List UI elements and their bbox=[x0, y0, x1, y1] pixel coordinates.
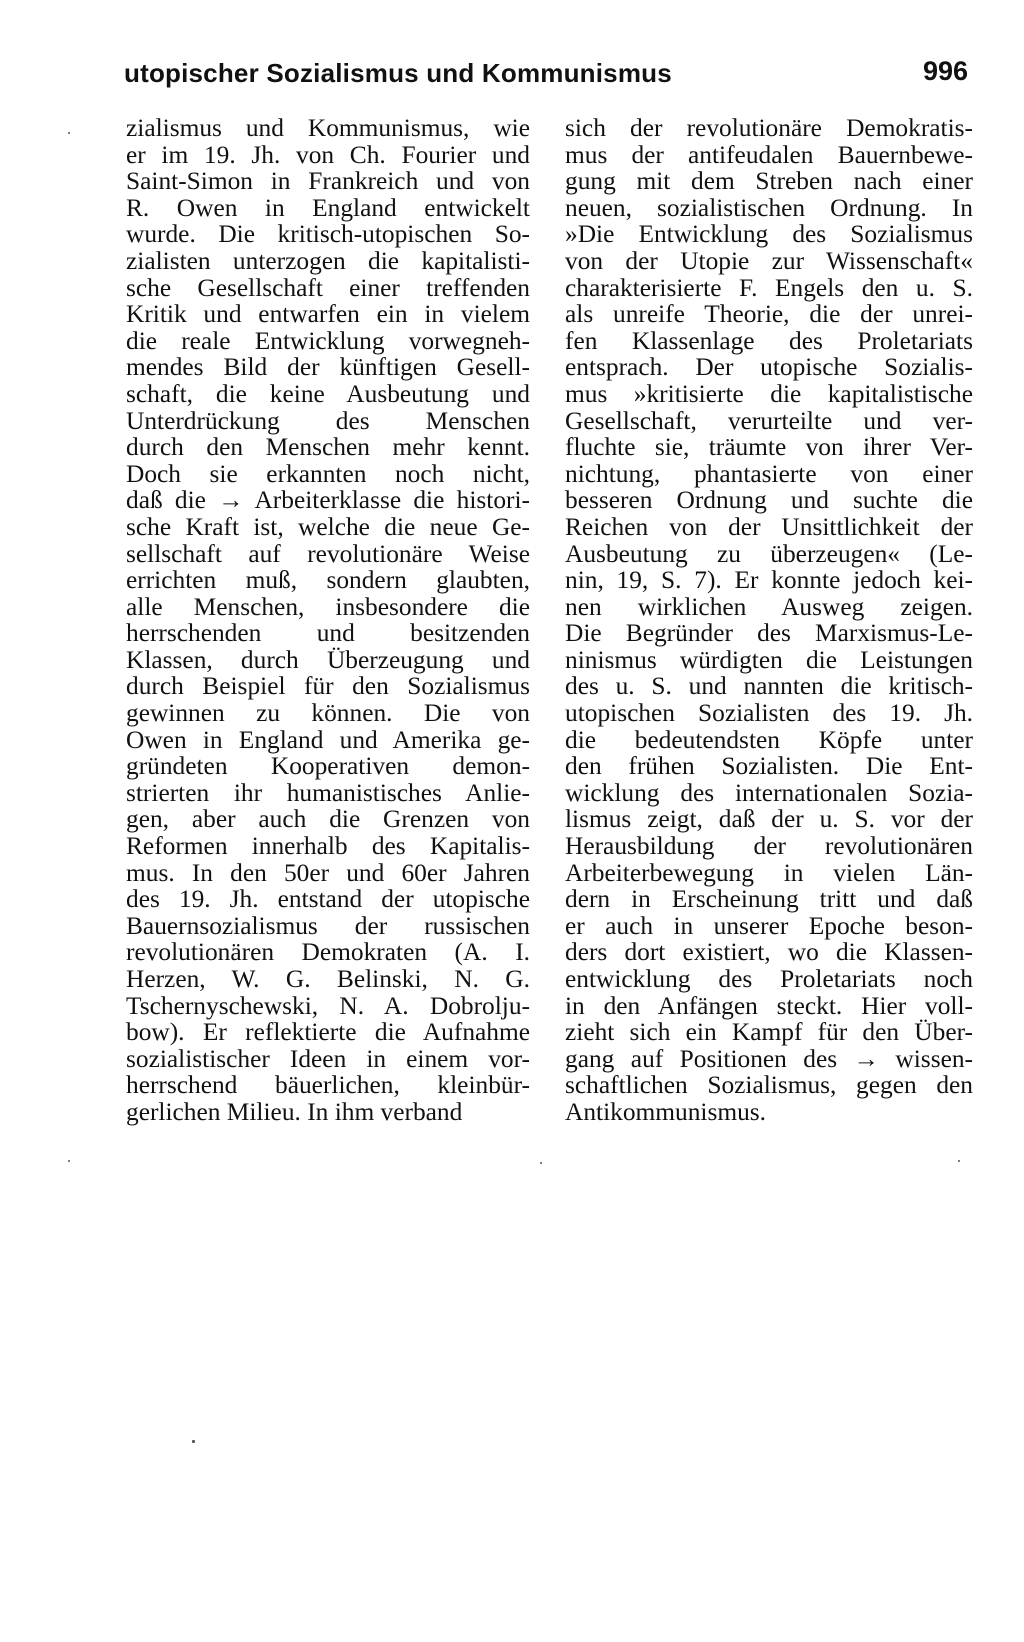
text-line: mus der antifeudalen Bauernbewe- bbox=[565, 140, 973, 169]
text-line: als unreife Theorie, die der unrei- bbox=[565, 300, 973, 329]
text-line: daß die → Arbeiterklasse die histori- bbox=[126, 486, 530, 515]
text-line: Tschernyschewski, N. A. Dobrolju- bbox=[126, 991, 530, 1020]
text-line: Owen in England und Amerika ge- bbox=[126, 725, 530, 754]
text-line: Kritik und entwarfen ein in vielem bbox=[126, 300, 530, 329]
text-line: des 19. Jh. entstand der utopische bbox=[126, 885, 530, 914]
text-line: entsprach. Der utopische Sozialis- bbox=[565, 353, 973, 382]
text-line: dern in Erscheinung tritt und daß bbox=[565, 885, 973, 914]
text-line: von der Utopie zur Wissenschaft« bbox=[565, 246, 973, 275]
text-line: wicklung des internationalen Sozia- bbox=[565, 778, 973, 807]
text-line: gerlichen Milieu. In ihm verband bbox=[126, 1097, 463, 1126]
text-line: sche Kraft ist, welche die neue Ge- bbox=[126, 512, 530, 541]
text-line: fluchte sie, träumte von ihrer Ver- bbox=[565, 433, 973, 462]
text-line: den frühen Sozialisten. Die Ent- bbox=[565, 752, 973, 781]
text-line: sich der revolutionäre Demokratis- bbox=[565, 114, 973, 142]
right-text-column bbox=[565, 115, 973, 1126]
text-line: zieht sich ein Kampf für den Über- bbox=[565, 1018, 973, 1047]
text-line: nen wirklichen Ausweg zeigen. bbox=[565, 592, 973, 621]
text-line: lismus zeigt, daß der u. S. vor der bbox=[565, 805, 973, 834]
text-line: mus »kritisierte die kapitalistische bbox=[565, 379, 973, 408]
text-line: entwicklung des Proletariats noch bbox=[565, 965, 973, 993]
text-line: gung mit dem Streben nach einer bbox=[565, 167, 973, 196]
text-line: Arbeiterbewegung in vielen Län- bbox=[565, 858, 973, 887]
text-line: mendes Bild der künftigen Gesell- bbox=[126, 353, 530, 382]
scan-speck bbox=[68, 1160, 70, 1162]
text-line: Bauernsozialismus der russischen bbox=[126, 911, 530, 940]
text-line: Herzen, W. G. Belinski, N. G. bbox=[126, 965, 530, 993]
text-line: zialisten unterzogen die kapitalisti- bbox=[126, 246, 530, 275]
running-head: utopischer Sozialismus und Kommunismus bbox=[124, 58, 672, 88]
text-line: sellschaft auf revolutionäre Weise bbox=[126, 539, 530, 568]
text-line: Saint-Simon in Frankreich und von bbox=[126, 167, 530, 196]
page-header bbox=[124, 58, 968, 98]
text-line: Doch sie erkannten noch nicht, bbox=[126, 459, 530, 488]
text-line: R. Owen in England entwickelt bbox=[126, 193, 530, 222]
text-line: zialismus und Kommunismus, wie bbox=[126, 114, 530, 142]
text-line: charakterisierte F. Engels den u. S. bbox=[565, 273, 973, 302]
text-line: herrschenden und besitzenden bbox=[126, 619, 530, 648]
text-line: sche Gesellschaft einer treffenden bbox=[126, 273, 530, 302]
text-line: errichten muß, sondern glaubten, bbox=[126, 566, 530, 595]
text-line: alle Menschen, insbesondere die bbox=[126, 592, 530, 621]
text-line: bow). Er reflektierte die Aufnahme bbox=[126, 1018, 530, 1047]
scan-speck bbox=[958, 1160, 960, 1162]
text-line: »Die Entwicklung des Sozialismus bbox=[565, 220, 973, 249]
text-line: Klassen, durch Überzeugung und bbox=[126, 645, 530, 674]
text-line: Die Begründer des Marxismus-Le- bbox=[565, 619, 973, 648]
page-number: 996 bbox=[922, 56, 968, 86]
text-line: Reformen innerhalb des Kapitalis- bbox=[126, 832, 530, 861]
text-line: herrschend bäuerlichen, kleinbür- bbox=[126, 1071, 530, 1100]
text-line: neuen, sozialistischen Ordnung. In bbox=[565, 193, 973, 222]
text-line: Unterdrückung des Menschen bbox=[126, 406, 530, 435]
scan-speck bbox=[540, 1162, 542, 1164]
text-line: schaftlichen Sozialismus, gegen den bbox=[565, 1071, 973, 1100]
text-line: nin, 19, S. 7). Er konnte jedoch kei- bbox=[565, 566, 973, 595]
left-text-column bbox=[126, 115, 530, 1126]
text-line: gründeten Kooperativen demon- bbox=[126, 752, 530, 781]
text-line: ninismus würdigten die Leistungen bbox=[565, 645, 973, 674]
text-line: revolutionären Demokraten (A. I. bbox=[126, 938, 530, 967]
text-line: in den Anfängen steckt. Hier voll- bbox=[565, 991, 973, 1020]
text-line: strierten ihr humanistisches Anlie- bbox=[126, 778, 530, 807]
text-line: Gesellschaft, verurteilte und ver- bbox=[565, 406, 973, 435]
text-line: gen, aber auch die Grenzen von bbox=[126, 805, 530, 834]
text-line: wurde. Die kritisch-utopischen So- bbox=[126, 220, 530, 249]
text-line: er im 19. Jh. von Ch. Fourier und bbox=[126, 140, 530, 169]
scan-speck bbox=[68, 132, 70, 134]
text-line: Herausbildung der revolutionären bbox=[565, 832, 973, 861]
text-line: utopischen Sozialisten des 19. Jh. bbox=[565, 699, 973, 728]
text-line: schaft, die keine Ausbeutung und bbox=[126, 379, 530, 408]
text-line: gang auf Positionen des → wissen- bbox=[565, 1044, 973, 1073]
text-line: nichtung, phantasierte von einer bbox=[565, 459, 973, 488]
text-line: durch den Menschen mehr kennt. bbox=[126, 433, 530, 462]
text-line: besseren Ordnung und suchte die bbox=[565, 486, 973, 515]
text-line: Ausbeutung zu überzeugen« (Le- bbox=[565, 539, 973, 568]
text-line: des u. S. und nannten die kritisch- bbox=[565, 672, 973, 701]
text-line: Reichen von der Unsittlichkeit der bbox=[565, 512, 973, 541]
text-line: mus. In den 50er und 60er Jahren bbox=[126, 858, 530, 887]
text-line: die reale Entwicklung vorwegneh- bbox=[126, 326, 530, 355]
text-line: er auch in unserer Epoche beson- bbox=[565, 911, 973, 940]
text-line: fen Klassenlage des Proletariats bbox=[565, 326, 973, 355]
text-line: sozialistischer Ideen in einem vor- bbox=[126, 1044, 530, 1073]
text-line: die bedeutendsten Köpfe unter bbox=[565, 725, 973, 754]
scan-speck bbox=[192, 1440, 195, 1443]
text-line: ders dort existiert, wo die Klassen- bbox=[565, 938, 973, 967]
text-line: durch Beispiel für den Sozialismus bbox=[126, 672, 530, 701]
text-line: gewinnen zu können. Die von bbox=[126, 699, 530, 728]
text-line: Antikommunismus. bbox=[565, 1097, 767, 1126]
